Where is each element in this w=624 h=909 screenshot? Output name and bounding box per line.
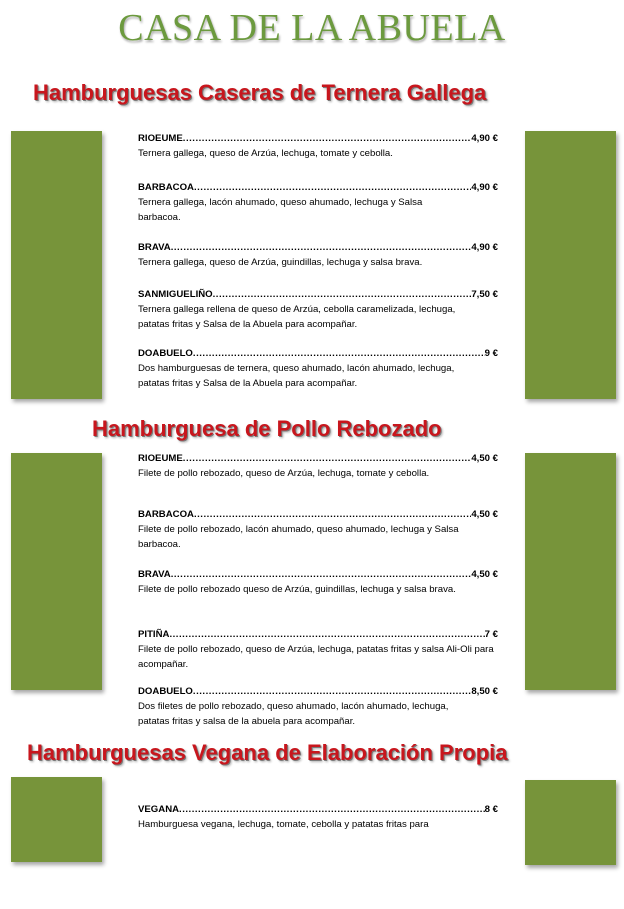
decorative-green-block-right-2 (525, 453, 616, 690)
item-description: Filete de pollo rebozado, lacón ahumado, queso ahumado, lechuga y Salsa barbacoa. (138, 524, 459, 550)
menu-item-brava-pollo (138, 567, 498, 597)
decorative-green-block-left-2 (11, 453, 102, 690)
item-price: 4,50 € (471, 509, 498, 520)
leader-dots (171, 567, 472, 582)
item-price: 4,90 € (471, 242, 498, 253)
section-title-pollo: Hamburguesa de Pollo Rebozado (92, 416, 442, 441)
menu-item-pitiña (138, 627, 498, 672)
decorative-green-block-left-1 (11, 131, 102, 399)
item-description: Dos filetes de pollo rebozado, queso ahumado, lacón ahumado, lechuga, patatas fritas y salsa de la abuela para acompañar. (138, 701, 449, 727)
menu-item-rioeume (138, 131, 498, 161)
menu-item-barbacoa-pollo (138, 507, 498, 552)
leader-dots (183, 131, 472, 146)
item-description: Ternera gallega, lacón ahumado, queso ahumado, lechuga y Salsa barbacoa. (138, 197, 423, 223)
item-price: 8,50 € (471, 686, 498, 697)
leader-dots (183, 451, 472, 466)
item-name: VEGANA (138, 804, 180, 815)
item-price: 4,90 € (471, 182, 498, 193)
item-description: Filete de pollo rebozado, queso de Arzúa, lechuga, patatas fritas y salsa Ali-Oli para acompañar. (138, 644, 494, 670)
leader-dots (193, 684, 471, 699)
item-price: 4,90 € (471, 133, 498, 144)
item-price: 8 € (484, 804, 498, 815)
item-price: 4,50 € (471, 569, 498, 580)
leader-dots (213, 287, 472, 302)
menu-item-doabuelo (138, 346, 498, 391)
item-name: RIOEUME (138, 453, 183, 464)
leader-dots (194, 180, 471, 195)
item-name: DOABUELO (138, 348, 193, 359)
leader-dots (194, 507, 471, 522)
decorative-green-block-right-3 (525, 780, 616, 865)
decorative-green-block-right-1 (525, 131, 616, 399)
section-title-vegana: Hamburguesas Vegana de Elaboración Propia (27, 740, 508, 765)
item-name: BRAVA (138, 569, 171, 580)
item-price: 7,50 € (471, 289, 498, 300)
item-name: BARBACOA (138, 509, 194, 520)
restaurant-title: CASA DE LA ABUELA (118, 7, 506, 49)
menu-item-doabuelo-pollo (138, 684, 498, 729)
menu-item-brava (138, 240, 498, 270)
leader-dots (179, 802, 485, 817)
item-description: Filete de pollo rebozado queso de Arzúa, guindillas, lechuga y salsa brava. (138, 584, 456, 595)
item-name: DOABUELO (138, 686, 193, 697)
item-name: BRAVA (138, 242, 171, 253)
leader-dots (169, 627, 484, 642)
section-title-ternera: Hamburguesas Caseras de Ternera Gallega (33, 80, 487, 105)
item-description: Dos hamburguesas de ternera, queso ahumado, lacón ahumado, lechuga, patatas fritas y Salsa de la Abuela para acompañar. (138, 363, 455, 389)
leader-dots (193, 346, 485, 361)
item-description: Hamburguesa vegana, lechuga, tomate, cebolla y patatas fritas para (138, 819, 429, 830)
leader-dots (171, 240, 472, 255)
item-description: Ternera gallega, queso de Arzúa, guindillas, lechuga y salsa brava. (138, 257, 423, 268)
menu-item-barbacoa (138, 180, 498, 225)
item-description: Ternera gallega rellena de queso de Arzúa, cebolla caramelizada, lechuga, patatas fritas y Salsa de la Abuela para acompañar. (138, 304, 456, 330)
decorative-green-block-left-3 (11, 777, 102, 862)
item-name: BARBACOA (138, 182, 194, 193)
item-name: PITIÑA (138, 629, 170, 640)
menu-item-rioeume-pollo (138, 451, 498, 481)
item-name: RIOEUME (138, 133, 183, 144)
menu-item-vegana (138, 802, 498, 832)
item-price: 7 € (484, 629, 498, 640)
item-price: 9 € (484, 348, 498, 359)
item-description: Filete de pollo rebozado, queso de Arzúa, lechuga, tomate y cebolla. (138, 468, 430, 479)
item-price: 4,50 € (471, 453, 498, 464)
menu-item-sanmigueliño (138, 287, 498, 332)
item-description: Ternera gallega, queso de Arzúa, lechuga, tomate y cebolla. (138, 148, 393, 159)
item-name: SANMIGUELIÑO (138, 289, 213, 300)
